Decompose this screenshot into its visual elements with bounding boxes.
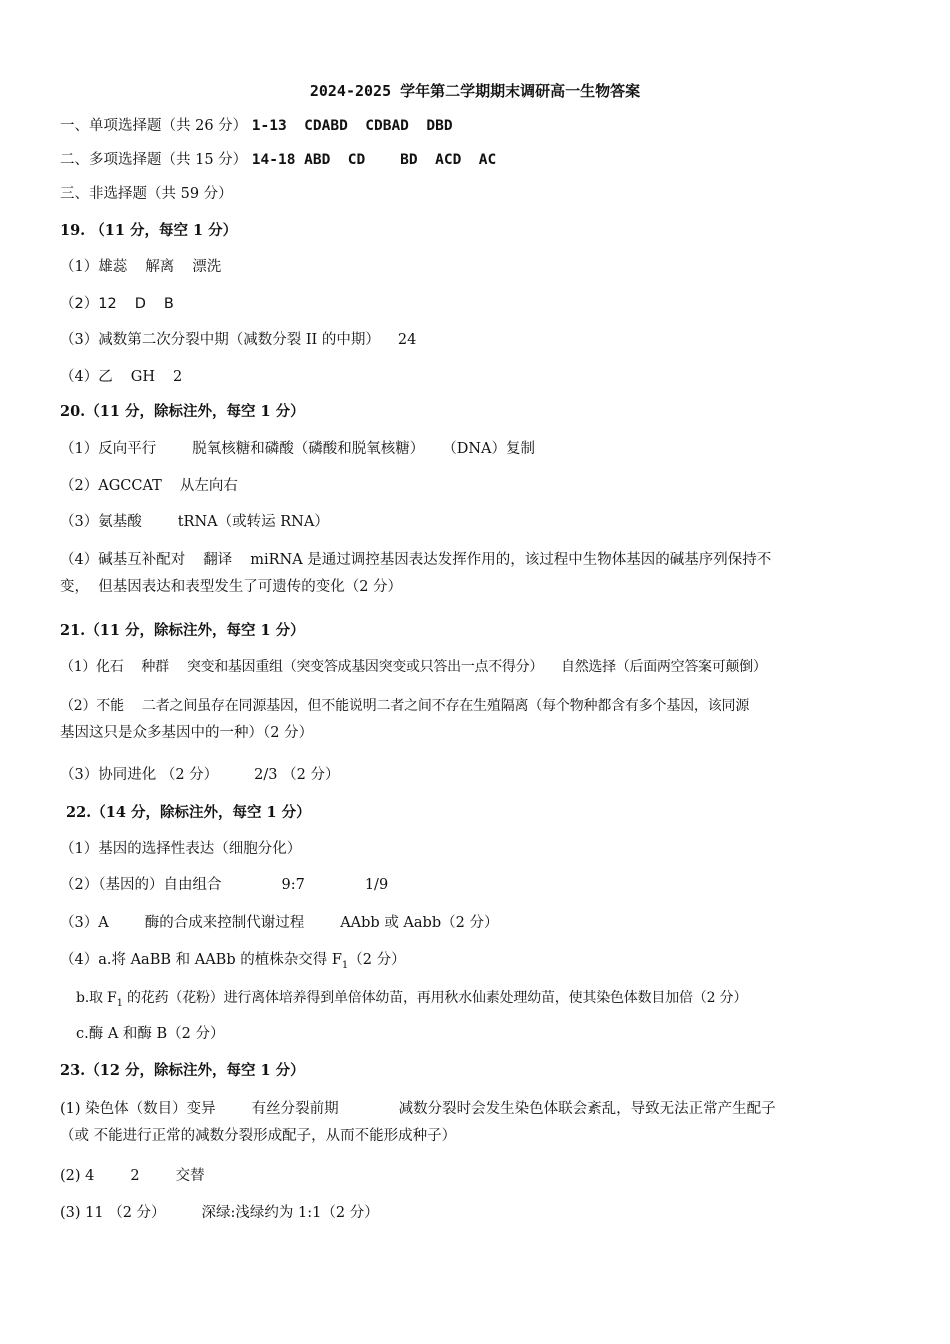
q23-answer-3: (3) 11 （2 分） 深绿:浅绿约为 1:1（2 分） <box>60 1205 379 1221</box>
q21-heading: 21.（11 分，除标注外，每空 1 分） <box>60 622 305 639</box>
part2-answers: 14-18 ABD CD BD ACD AC <box>251 152 497 168</box>
q20-heading: 20.（11 分，除标注外，每空 1 分） <box>60 403 305 420</box>
q23-answer-2: (2) 4 2 交替 <box>60 1168 205 1184</box>
q19-answer-4: （4）乙 GH 2 <box>60 369 183 385</box>
q21-answer-3: （3）协同进化 （2 分） 2/3 （2 分） <box>60 767 340 783</box>
q22-answer-4c: c.酶 A 和酶 B（2 分） <box>76 1026 225 1042</box>
part3-label: 三、非选择题（共 59 分） <box>60 186 233 202</box>
page-title: 2024-2025 学年第二学期期末调研高一生物答案 <box>309 82 641 100</box>
q23-heading: 23.（12 分，除标注外，每空 1 分） <box>60 1062 305 1079</box>
q21-answer-2: （2）不能 二者之间虽存在同源基因，但不能说明二者之间不存在生殖隔离（每个物种都含有多个基因，该同源 <box>60 698 750 714</box>
q22-answer-4a: （4）a.将 AaBB 和 AABb 的植株杂交得 $F_1(2$ 分） <box>60 952 406 971</box>
q21-answer-2-cont: 基因这只是众多基因中的一种）（2 分） <box>60 725 314 741</box>
q20-answer-2: （2）AGCCAT 从左向右 <box>60 478 238 494</box>
part2-label: 二、多项选择题（共 15 分） <box>60 152 248 168</box>
q20-answer-3: （3）氨基酸 tRNA（或转运 RNA） <box>60 514 329 530</box>
part1-label: 一、单项选择题（共 26 分） <box>60 118 248 134</box>
q21-answer-1: （1）化石 种群 突变和基因重组（突变答成基因突变或只答出一点不得分） 自然选择（后面两空答案可颠倒） <box>60 659 767 675</box>
q23-answer-1: (1) 染色体（数目）变异 有丝分裂前期 减数分裂时会发生染色体联会紊乱，导致无法正常产生配子 <box>60 1101 776 1117</box>
q20-answer-4: （4）碱基互补配对 翻译 miRNA 是通过调控基因表达发挥作用的，该过程中生物体基因的碱基序列保持不 <box>60 552 772 568</box>
q19-heading: 19. （11 分，每空 1 分） <box>60 222 238 239</box>
q22-answer-2: （2）（基因的）自由组合 9:7 1/9 <box>60 877 389 893</box>
part3-line <box>60 184 233 204</box>
q19-answer-2: （2）12 D B <box>60 296 174 312</box>
part1-answers: 1-13 CDABD CDBAD DBD <box>251 118 453 134</box>
q22-heading: 22.（14 分，除标注外，每空 1 分） <box>66 804 311 821</box>
q20-answer-1: （1）反向平行 脱氧核糖和磷酸（磷酸和脱氧核糖） （DNA）复制 <box>60 441 536 457</box>
q19-answer-3: （3）减数第二次分裂中期（减数分裂 II 的中期） 24 <box>60 332 417 348</box>
q23-answer-1-cont: （或 不能进行正常的减数分裂形成配子，从而不能形成种子） <box>60 1128 457 1144</box>
q22-answer-1: （1）基因的选择性表达（细胞分化） <box>60 841 302 857</box>
part1-line <box>60 116 453 136</box>
q22-answer-4b: b.取 $F_1$ 的花药（花粉）进行离体培养得到单倍体幼苗，再用秋水仙素处理幼苗，使其染色体数目加倍（2 分） <box>76 990 748 1009</box>
q19-answer-1: （1）雄蕊 解离 漂洗 <box>60 259 222 275</box>
q22-answer-3: （3）A 酶的合成来控制代谢过程 AAbb 或 Aabb（2 分） <box>60 915 499 931</box>
q20-answer-4-cont: 变， 但基因表达和表型发生了可遗传的变化（2 分） <box>60 579 403 595</box>
part2-line <box>60 150 496 170</box>
